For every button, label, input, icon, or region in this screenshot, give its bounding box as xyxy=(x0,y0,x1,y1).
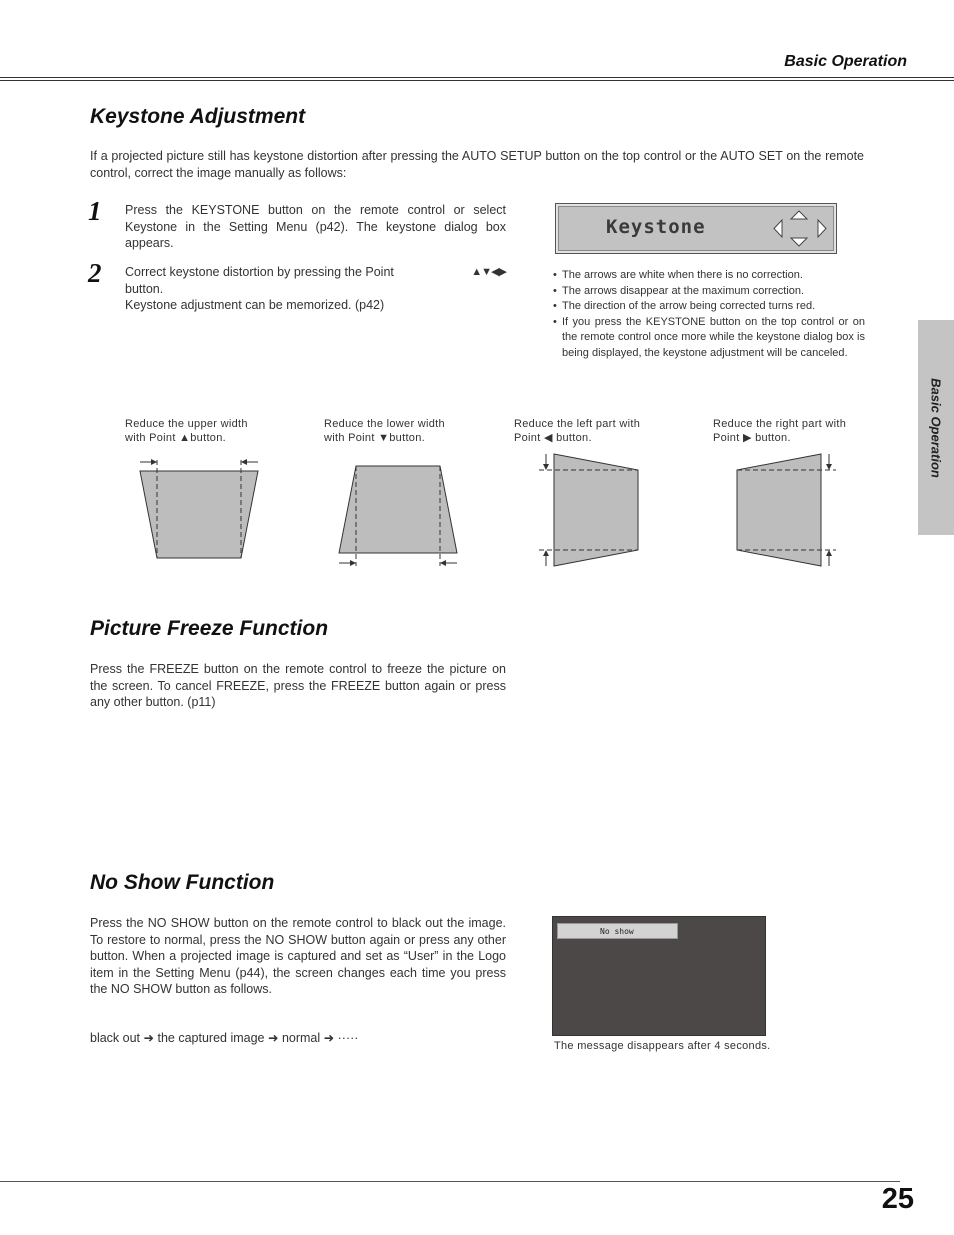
step-2-text-b: button. xyxy=(125,281,164,296)
point-up-icon: ▲ xyxy=(179,432,191,444)
arrow-right-icon: ➜ xyxy=(323,1031,335,1045)
header-rule-top xyxy=(0,77,954,78)
point-down-icon: ▼ xyxy=(378,432,390,444)
flow-ellipsis: ····· xyxy=(337,1031,359,1045)
point-arrows-icon: ▲▼◀▶ xyxy=(471,266,506,278)
freeze-title: Picture Freeze Function xyxy=(90,617,329,640)
noshow-message: No show xyxy=(557,923,678,939)
diagram-lower-width xyxy=(330,462,470,577)
noshow-screen xyxy=(552,916,766,1036)
note-item: • The direction of the arrow being corrected turns red. xyxy=(553,299,865,315)
arrow-right-icon: ➜ xyxy=(143,1031,154,1045)
note-item: • If you press the KEYSTONE button on the top control or on the remote control once more while the keystone dialog box is being displayed, the keystone adjustment will be canceled. xyxy=(553,315,865,362)
keystone-dialog-label: Keystone xyxy=(606,216,706,238)
step-1-number: 1 xyxy=(88,196,102,226)
step-2-text-a: Correct keystone distortion by pressing the Point xyxy=(125,265,394,279)
header-section-label: Basic Operation xyxy=(784,53,907,70)
caption-right-part: Reduce the right part with Point ▶ button. xyxy=(713,418,847,444)
caption-upper-width: Reduce the upper width with Point ▲button. xyxy=(125,418,248,444)
point-left-icon: ◀ xyxy=(543,432,553,444)
flow-step: black out xyxy=(90,1031,141,1045)
direction-arrows-icon xyxy=(770,209,830,249)
footer-rule xyxy=(0,1181,900,1182)
step-2-number: 2 xyxy=(88,258,102,288)
side-tab-label: Basic Operation xyxy=(928,378,944,478)
caption-lower-width: Reduce the lower width with Point ▼button. xyxy=(324,418,445,444)
keystone-title: Keystone Adjustment xyxy=(90,105,306,128)
header-rule-bottom xyxy=(0,80,954,81)
page-number: 25 xyxy=(881,1183,914,1215)
noshow-text: Press the NO SHOW button on the remote control to black out the image. To restore to normal, press the NO SHOW button again or press any other button. When a projected image is captured and set as “User” in the Logo item in the Setting Menu (p44), the screen changes each time you press the NO SHOW button as follows. xyxy=(90,916,506,996)
keystone-dialog xyxy=(555,203,837,254)
freeze-text: Press the FREEZE button on the remote control to freeze the picture on the screen. To cancel FREEZE, press the FREEZE button again or press any other button. (p11) xyxy=(90,662,506,709)
point-right-icon: ▶ xyxy=(742,432,752,444)
arrow-right-icon: ➜ xyxy=(267,1031,279,1045)
diagram-left-part xyxy=(535,450,645,570)
step-2-text-c: Keystone adjustment can be memorized. (p42) xyxy=(125,298,385,312)
keystone-notes xyxy=(553,268,865,361)
note-item: • The arrows are white when there is no correction. xyxy=(553,268,865,284)
flow-step: normal xyxy=(281,1031,321,1045)
step-1-text: Press the KEYSTONE button on the remote control or select Keystone in the Setting Menu (p42). The keystone dialog box appears. xyxy=(125,203,506,250)
diagram-upper-width xyxy=(130,452,270,567)
diagram-right-part xyxy=(730,450,840,570)
flow-step: the captured image xyxy=(157,1031,265,1045)
keystone-intro: If a projected picture still has keystone distortion after pressing the AUTO SETUP button on the top control or the AUTO SET on the remote control, correct the image manually as follows: xyxy=(90,149,864,180)
note-item: • The arrows disappear at the maximum correction. xyxy=(553,284,865,300)
side-tab xyxy=(918,320,954,535)
caption-left-part: Reduce the left part with Point ◀ button. xyxy=(514,418,641,444)
step-2-text xyxy=(125,264,506,314)
noshow-title: No Show Function xyxy=(90,871,275,894)
noshow-caption: The message disappears after 4 seconds. xyxy=(554,1040,771,1052)
noshow-flow xyxy=(90,1030,358,1045)
